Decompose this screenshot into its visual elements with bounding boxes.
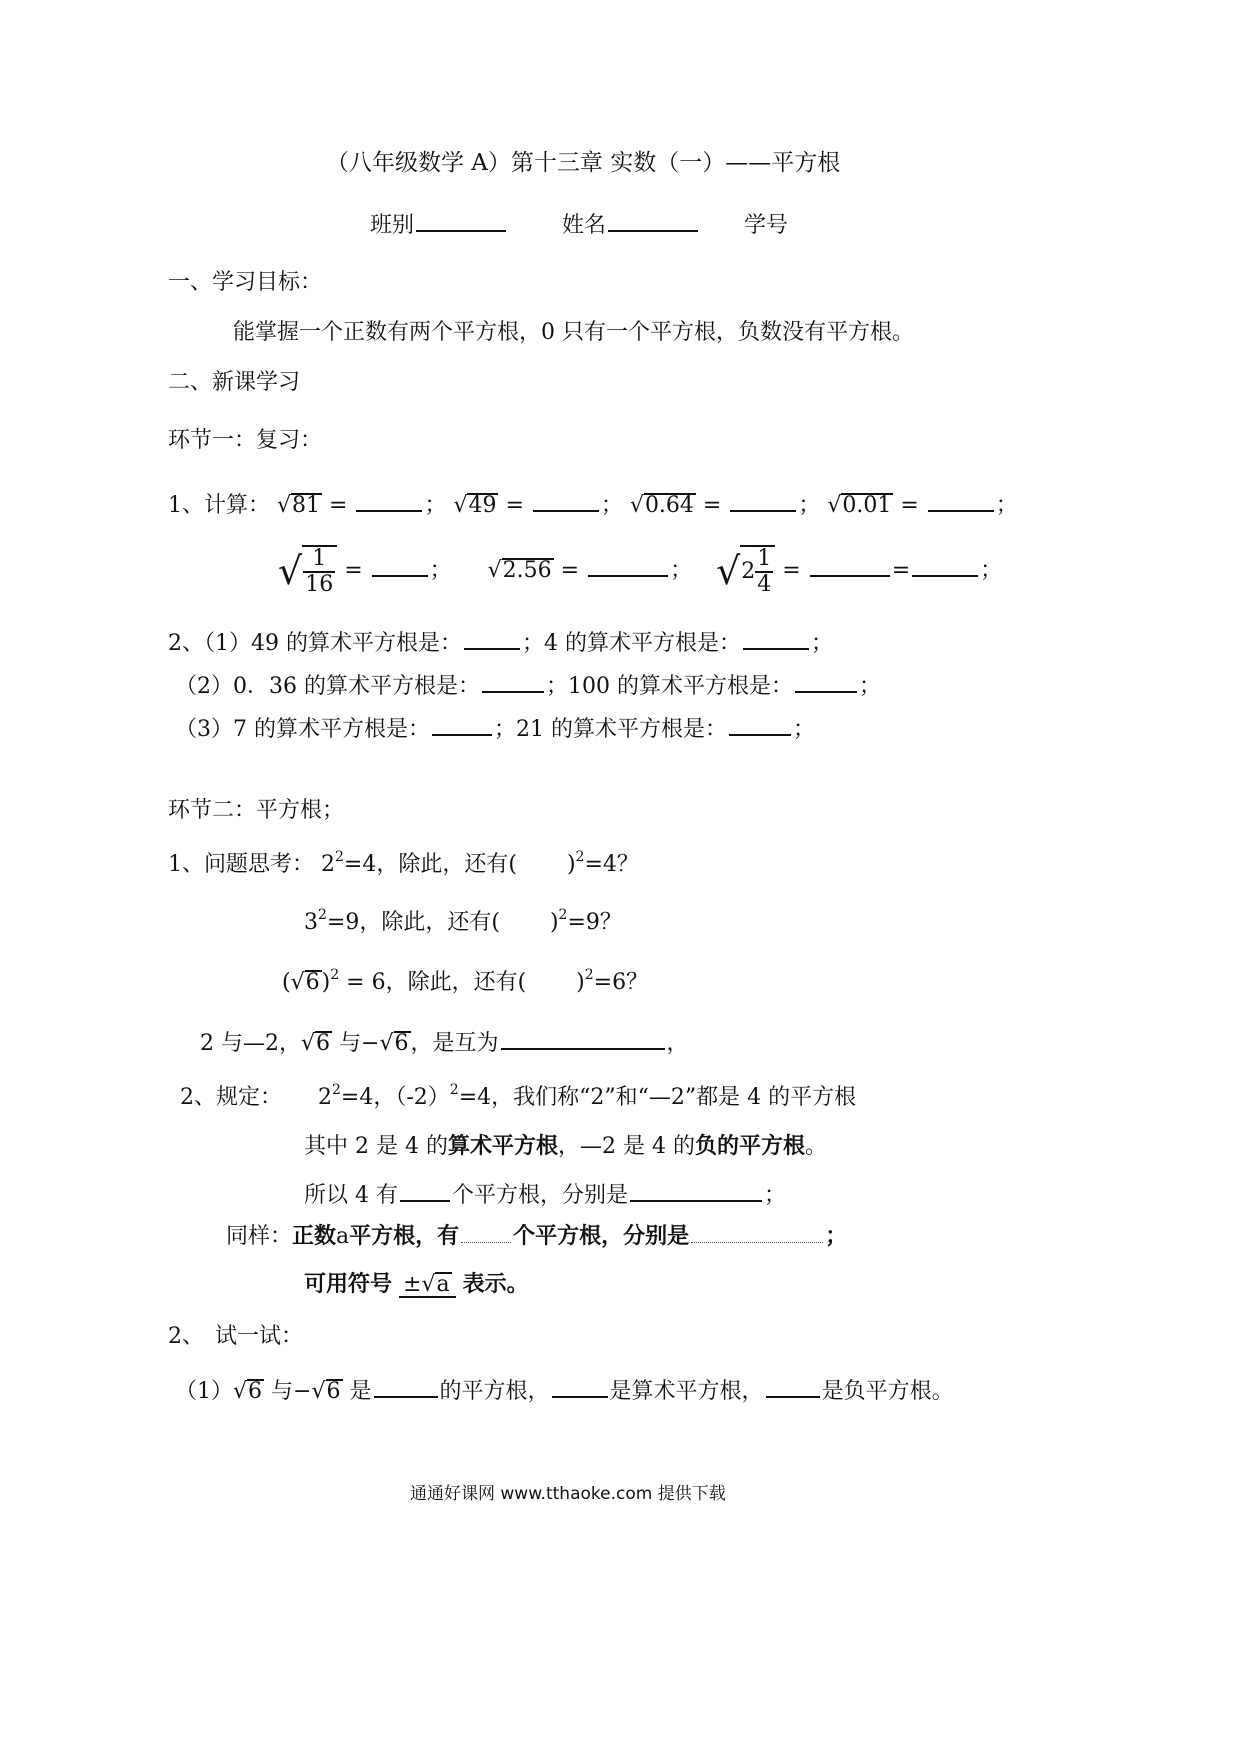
sqrt-001: √0.01: [827, 493, 892, 518]
calc-row-2: √ $\frac{1}{16}$ = ； √2.56 = ； √2 $\frac{1}{4}$ = = ；: [278, 546, 1003, 598]
blank[interactable]: [461, 1224, 511, 1243]
name-blank[interactable]: [608, 210, 698, 232]
calc-label: 1、计算：: [168, 493, 270, 518]
learning-goal: 能掌握一个正数有两个平方根，0 只有一个平方根，负数没有平方根。: [233, 320, 914, 345]
blank[interactable]: [372, 555, 428, 577]
calc-row-1: 1、计算： √81 = ； √49 = ； √0.64 = ； √0.01 = ；: [168, 490, 1018, 517]
blank[interactable]: [795, 671, 857, 693]
name-label: 姓名: [562, 213, 607, 238]
sqrt-064: √0.64: [629, 493, 694, 518]
section-heading-goals: 一、学习目标：: [168, 270, 323, 295]
blank[interactable]: [588, 555, 668, 577]
think-line-2: $3^2=9$，除此，还有( )$^2$=9？: [304, 907, 622, 935]
header-fields: [370, 210, 788, 237]
blank[interactable]: [912, 555, 978, 577]
blank[interactable]: [630, 1180, 762, 1202]
try-line-1: （1）√6 与−√6 是 的平方根， 是算术平方根， 是负平方根。: [175, 1376, 954, 1403]
think-line-1: 1、问题思考： $2^2=4$，除此，还有( )$^2$=4？: [168, 849, 639, 877]
blank[interactable]: [464, 628, 520, 650]
page-title: （八年级数学 A）第十三章 实数（一）——平方根: [326, 150, 841, 176]
blank[interactable]: [374, 1376, 438, 1398]
blank[interactable]: [533, 490, 599, 512]
blank[interactable]: [356, 490, 422, 512]
same-line: 同样：正数a平方根，有 个平方根，分别是 ；: [226, 1223, 848, 1249]
sqrt-81: √81: [277, 493, 321, 518]
class-label: 班别: [370, 213, 415, 238]
blank[interactable]: [730, 490, 796, 512]
think-line-3: $(√6)^2 = 6$，除此，还有( )$^2$=6？: [282, 967, 649, 995]
blank[interactable]: [432, 714, 492, 736]
rule-line-2: 其中 2 是 4 的算术平方根，—2 是 4 的负的平方根。: [304, 1133, 827, 1159]
sqrt-256: √2.56: [487, 558, 552, 584]
blank[interactable]: [743, 628, 809, 650]
footer-credit: 通通好课网 www.tthaoke.com 提供下载: [410, 1484, 726, 1504]
class-blank[interactable]: [416, 210, 506, 232]
q2-line-2: （2）0．36 的算术平方根是： ；100 的算术平方根是： ；: [175, 671, 881, 698]
try-heading: 2、 试一试：: [168, 1324, 303, 1349]
blank[interactable]: [928, 490, 994, 512]
section-heading-new-lesson: 二、新课学习: [168, 370, 301, 395]
sqroot-heading: 环节二：平方根；: [168, 798, 345, 823]
q2-line-3: （3）7 的算术平方根是： ；21 的算术平方根是： ；: [175, 714, 815, 741]
symbol-line: 可用符号 ±√a 表示。: [304, 1271, 529, 1297]
sqrt-2-1-4: √2 $\frac{1}{4}$: [716, 545, 775, 597]
blank[interactable]: [552, 1376, 608, 1398]
blank[interactable]: [766, 1376, 820, 1398]
sqrt-1-16: √ $\frac{1}{16}$: [278, 545, 337, 597]
rule-line-1: 2、规定： $2^2=4$，$(-2)^2=4$，我们称“2”和“—2”都是 4 的平方根: [180, 1082, 857, 1110]
q2-line-1: 2、（1）49 的算术平方根是： ；4 的算术平方根是： ；: [168, 628, 833, 655]
blank[interactable]: [482, 671, 544, 693]
blank[interactable]: [691, 1224, 823, 1243]
blank[interactable]: [400, 1180, 450, 1202]
blank[interactable]: [729, 714, 791, 736]
sqrt-49: √49: [453, 493, 497, 518]
mutual-line: 2 与—2，√6 与−√6，是互为 ，: [200, 1028, 689, 1055]
review-heading: 环节一：复习：: [168, 428, 323, 453]
blank[interactable]: [810, 555, 890, 577]
rule-line-3: 所以 4 有 个平方根，分别是 ；: [304, 1180, 786, 1207]
blank[interactable]: [501, 1028, 665, 1050]
student-id-label: 学号: [744, 213, 789, 238]
